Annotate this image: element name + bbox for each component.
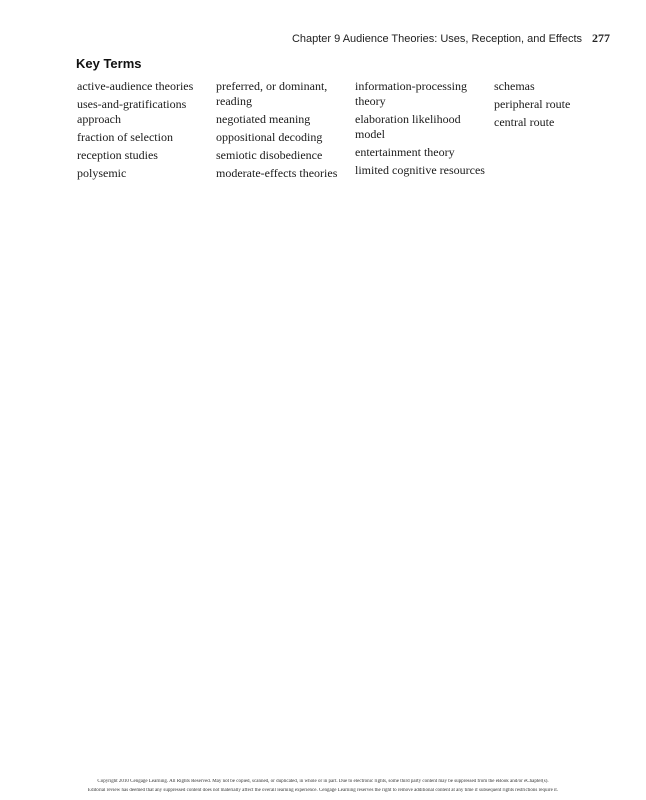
copyright-notice: Copyright 2010 Cengage Learning. All Rights Reserved. May not be copied, scanned, or duplicated, in whole or in part. Due to electronic rights, some third party content may be suppressed from the eBook and/or eChapter(s). bbox=[97, 779, 549, 784]
key-term: elaboration likelihood model bbox=[355, 112, 461, 141]
key-term: central route bbox=[494, 115, 555, 129]
key-term: oppositional decoding bbox=[216, 130, 323, 144]
key-terms-heading: Key Terms bbox=[76, 56, 142, 71]
key-term: preferred, or dominant, reading bbox=[216, 79, 328, 108]
key-term: information-processing theory bbox=[355, 79, 467, 108]
key-term: moderate-effects theories bbox=[216, 166, 338, 180]
running-head-title: Chapter 9 Audience Theories: Uses, Reception, and Effects bbox=[291, 33, 582, 45]
key-term: polysemic bbox=[77, 166, 127, 180]
key-term: uses-and-gratifications approach bbox=[77, 97, 187, 126]
key-term: fraction of selection bbox=[77, 130, 173, 144]
key-terms-column-3 bbox=[355, 79, 487, 181]
key-term: semiotic disobedience bbox=[216, 148, 323, 162]
key-terms-list bbox=[77, 79, 637, 209]
key-term: peripheral route bbox=[494, 97, 571, 111]
key-terms-column-1 bbox=[77, 79, 209, 184]
key-term: limited cognitive resources bbox=[355, 163, 485, 177]
key-term: negotiated meaning bbox=[216, 112, 311, 126]
editorial-notice: Editorial review has deemed that any suppressed content does not materially affect the overall learning experience. Cengage Learning reserves the right to remove additional content at any time if subsequent rights restrictions require it. bbox=[87, 788, 559, 793]
key-terms-column-4 bbox=[494, 79, 626, 133]
page-number: 277 bbox=[592, 31, 610, 45]
key-term: active-audience theories bbox=[77, 79, 194, 93]
key-term: schemas bbox=[494, 79, 535, 93]
key-term: entertainment theory bbox=[355, 145, 455, 159]
running-head bbox=[292, 31, 610, 46]
key-term: reception studies bbox=[77, 148, 158, 162]
key-terms-column-2 bbox=[216, 79, 348, 184]
